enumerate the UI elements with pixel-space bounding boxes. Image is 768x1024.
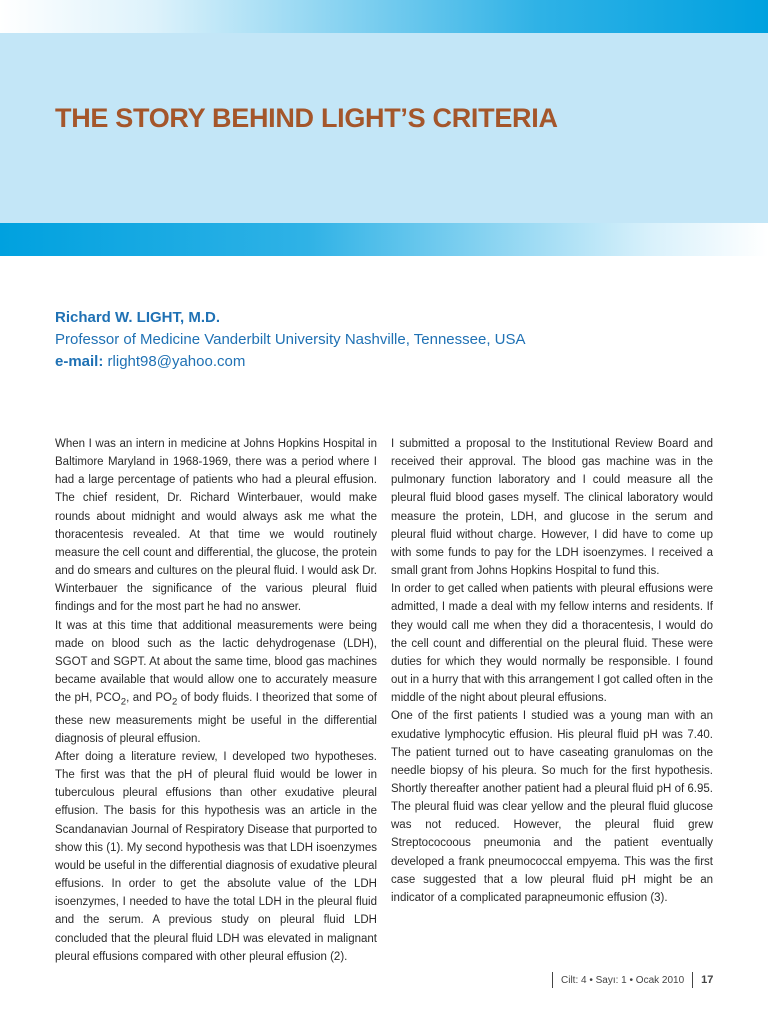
body-column-right	[391, 435, 713, 907]
article-title: THE STORY BEHIND LIGHT’S CRITERIA	[55, 103, 558, 133]
author-email-line	[55, 351, 526, 373]
author-affiliation: Professor of Medicine Vanderbilt University Nashville, Tennessee, USA	[55, 331, 526, 348]
paragraph: One of the first patients I studied was a young man with an exudative lymphocytic effusion. His pleural fluid pH was 7.40. The patient turned out to have caseating granulomas on the needle biopsy of his pleura. So much for the first hypothesis. Shortly thereafter another patient had a pleural fluid pH of 6.95. The pleural fluid was clear yellow and the pleural fluid glucose was not reduced. However, the pleural fluid grew Streptococoous pneumonia and the patient eventually developed a frank pneumococcal empyema. This was the first case suggested that a low pleural fluid pH might be an indicator of a complicated parapneumonic effusion (3).	[391, 710, 713, 904]
paragraph: It was at this time that additional measurements were being made on blood such as the lactic dehydrogenase (LDH), SGOT and SGPT. At about the same time, blood gas machines became available that would allow one to accurately measure the pH, $PCO_2$, and $PO_2$ of body fluids. I theorized that some of these new measurements might be useful in the differential diagnosis of pleural effusion.	[55, 619, 378, 745]
paragraph: When I was an intern in medicine at Johns Hopkins Hospital in Baltimore Maryland in 1968-1969, there was a period where I had a large percentage of patients who had a pleural effusion. The chief resident, Dr. Richard Winterbauer, would make rounds about midnight and would always ask me what the thoracentesis revealed. At that time we would routinely measure the cell count and differential, the glucose, the protein and do smears and cultures on the pleural fluid. I would ask Dr. Winterbauer the significance of the various pleural fluid findings and for the most part he had no answer.	[55, 438, 377, 614]
email-label: e-mail:	[55, 353, 104, 370]
page-footer	[552, 971, 722, 989]
page-number: 17	[701, 974, 714, 986]
paragraph: In order to get called when patients with pleural effusions were admitted, I made a deal with my fellow interns and residents. If they would call me when they did a thoracentesis, I would do the cell count and differential on the pleural fluid. These were duties for which they would normally be responsible. I found out in a hurry that with this arrangement I got called often in the middle of the night about pleural effusions.	[391, 583, 713, 705]
author-block	[55, 307, 526, 373]
body-column-left	[55, 435, 377, 966]
email-address[interactable]: rlight98@yahoo.com	[107, 353, 246, 370]
author-name: Richard W. LIGHT, M.D.	[55, 309, 221, 326]
header-bottom-gradient-strip	[0, 223, 768, 256]
journal-issue-info: Cilt: 4 • Sayı: 1 • Ocak 2010	[561, 974, 685, 986]
header-top-gradient-strip	[0, 0, 768, 33]
paragraph: I submitted a proposal to the Institutional Review Board and received their approval. The blood gas machine was in the pulmonary function laboratory and I could measure all the pleural fluid blood gases myself. The clinical laboratory would measure the protein, LDH, and glucose in the serum and pleural fluid without charge. However, I did have to come up with some funds to pay for the LDH isoenzymes. I received a small grant from Johns Hopkins Hospital to fund this.	[391, 438, 713, 578]
paragraph: After doing a literature review, I developed two hypotheses. The first was that the pH of pleural fluid would be lower in tuberculous pleural effusions than other exudative pleural effusion. The basis for this hypothesis was an article in the Scandanavian Journal of Respiratory Disease that purported to show this (1). My second hypothesis was that LDH isoenzymes would be useful in the differential diagnosis of exudative pleural effusions. In order to get the absolute value of the LDH isoenzymes, I needed to have the total LDH in the pleural fluid and the serum. A previous study on pleural fluid LDH concluded that the pleural fluid LDH was elevated in malignant pleural effusions compared with other pleural effusion (2).	[55, 750, 377, 963]
